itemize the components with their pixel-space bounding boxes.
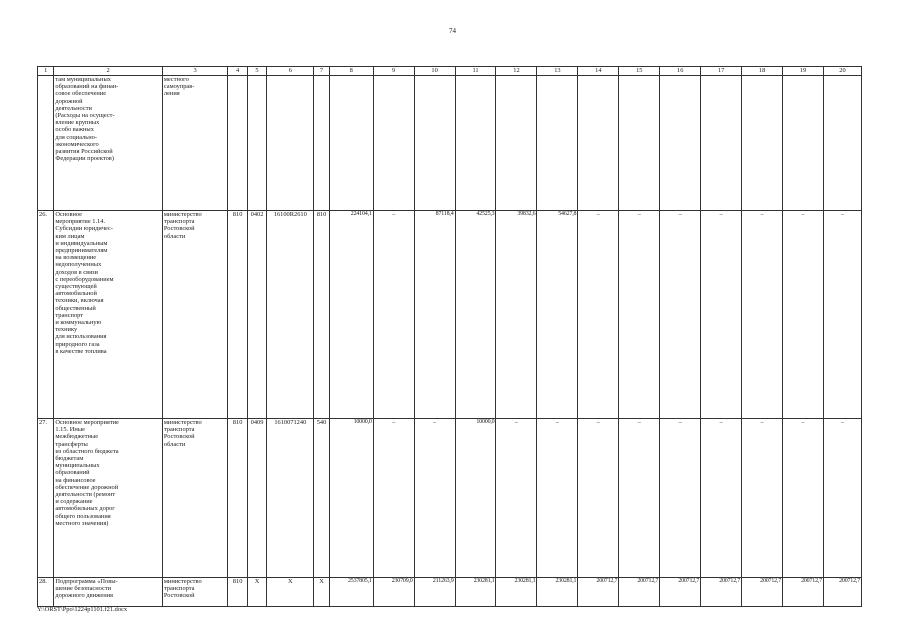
amount-year: 200712,7: [660, 578, 701, 607]
amount-year: 54627,8: [537, 211, 578, 419]
amount-year: –: [619, 419, 660, 578]
amount-year: 42525,3: [455, 211, 496, 419]
event-name: там муниципальных образований на финан- совое обеспечение дорожной деятельности (Расходы на осущест- вление крупных особо важных для социально- экономического развития Российской Федерации проектов): [54, 76, 163, 211]
table-row: [38, 578, 862, 607]
header-cell: 18: [742, 67, 783, 76]
amount-year: 211263,9: [414, 578, 455, 607]
header-cell: 7: [314, 67, 329, 76]
grbs-code: 810: [228, 419, 247, 578]
amount-year: 200712,7: [823, 578, 861, 607]
header-cell: 9: [373, 67, 414, 76]
amount-year: 230281,1: [496, 578, 537, 607]
header-cell: 19: [783, 67, 824, 76]
row-index: 27.: [38, 419, 54, 578]
grbs-code: 810: [228, 211, 247, 419]
header-cell: 2: [54, 67, 163, 76]
header-cell: 4: [228, 67, 247, 76]
amount-total: [329, 76, 373, 211]
amount-year: [701, 76, 742, 211]
header-cell: 12: [496, 67, 537, 76]
amount-total: 2537805,1: [329, 578, 373, 607]
amount-year: [455, 76, 496, 211]
header-cell: 3: [162, 67, 228, 76]
header-cell: 14: [578, 67, 619, 76]
page-number: 74: [449, 27, 456, 35]
amount-year: [578, 76, 619, 211]
amount-year: [414, 76, 455, 211]
amount-year: [742, 76, 783, 211]
section-code: 0402: [247, 211, 266, 419]
header-cell: 20: [823, 67, 861, 76]
target-code: 16100R2610: [267, 211, 314, 419]
amount-year: –: [742, 211, 783, 419]
amount-year: –: [742, 419, 783, 578]
amount-total: 224104,1: [329, 211, 373, 419]
expense-type-code: [314, 76, 329, 211]
amount-year: [373, 76, 414, 211]
amount-year: 230281,1: [537, 578, 578, 607]
amount-year: –: [373, 419, 414, 578]
table-row: [38, 419, 862, 578]
expense-type-code: Х: [314, 578, 329, 607]
event-name: Подпрограмма «Повы- шение безопасности дорожного движения: [54, 578, 163, 607]
amount-year: –: [701, 211, 742, 419]
header-cell: 6: [267, 67, 314, 76]
amount-year: –: [619, 211, 660, 419]
amount-year: 10000,0: [455, 419, 496, 578]
amount-year: –: [660, 211, 701, 419]
row-index: 26.: [38, 211, 54, 419]
amount-total: 10000,0: [329, 419, 373, 578]
amount-year: 200712,7: [783, 578, 824, 607]
amount-year: [537, 76, 578, 211]
target-code: Х: [267, 578, 314, 607]
amount-year: 200712,7: [619, 578, 660, 607]
table-row: [38, 211, 862, 419]
amount-year: 230281,1: [455, 578, 496, 607]
expense-type-code: 540: [314, 419, 329, 578]
table-row: [38, 76, 862, 211]
amount-year: –: [537, 419, 578, 578]
amount-year: [783, 76, 824, 211]
amount-year: –: [783, 211, 824, 419]
amount-year: –: [783, 419, 824, 578]
header-cell: 5: [247, 67, 266, 76]
header-row: [38, 67, 862, 76]
amount-year: –: [578, 211, 619, 419]
amount-year: –: [578, 419, 619, 578]
amount-year: 87118,4: [414, 211, 455, 419]
amount-year: –: [823, 419, 861, 578]
section-code: 0409: [247, 419, 266, 578]
header-cell: 1: [38, 67, 54, 76]
executor: местного самоуправ- ления: [162, 76, 228, 211]
amount-year: –: [414, 419, 455, 578]
header-cell: 13: [537, 67, 578, 76]
header-cell: 10: [414, 67, 455, 76]
executor: министерство транспорта Ростовской области: [162, 419, 228, 578]
amount-year: 230709,0: [373, 578, 414, 607]
amount-year: –: [823, 211, 861, 419]
row-index: [38, 76, 54, 211]
target-code: 1610071240: [267, 419, 314, 578]
grbs-code: 810: [228, 578, 247, 607]
expense-type-code: 810: [314, 211, 329, 419]
section-code: Х: [247, 578, 266, 607]
executor: министерство транспорта Ростовской: [162, 578, 228, 607]
event-name: Основное мероприятие 1.15. Иные межбюджетные трансферты из областного бюджета бюджетам муниципальных образований на финансовое обеспечение дорожной деятельности (ремонт и содержание автомобильных дорог общего пользования местного значения): [54, 419, 163, 578]
amount-year: [619, 76, 660, 211]
amount-year: 39832,6: [496, 211, 537, 419]
target-code: [267, 76, 314, 211]
budget-table: [37, 66, 862, 607]
row-index: 28.: [38, 578, 54, 607]
amount-year: 200712,7: [742, 578, 783, 607]
amount-year: –: [496, 419, 537, 578]
amount-year: 200712,7: [701, 578, 742, 607]
header-cell: 15: [619, 67, 660, 76]
amount-year: [660, 76, 701, 211]
amount-year: 200712,7: [578, 578, 619, 607]
amount-year: [496, 76, 537, 211]
amount-year: –: [701, 419, 742, 578]
amount-year: –: [660, 419, 701, 578]
grbs-code: [228, 76, 247, 211]
section-code: [247, 76, 266, 211]
event-name: Основное мероприятие 1.14. Субсидии юридичес- ким лицам и индивидуальным предпринимателям на возмещение недополученных доходов в связи с переоборудованием существующей автомобильной техники, включая общественный транспорт и коммунальную технику для использования природного газа в качестве топлива: [54, 211, 163, 419]
header-cell: 11: [455, 67, 496, 76]
amount-year: –: [373, 211, 414, 419]
header-cell: 16: [660, 67, 701, 76]
executor: министерство транспорта Ростовской области: [162, 211, 228, 419]
file-path-footer: Y:\ORST\Ppo\1224p1101.f21.docx: [37, 606, 128, 613]
amount-year: [823, 76, 861, 211]
header-cell: 8: [329, 67, 373, 76]
header-cell: 17: [701, 67, 742, 76]
